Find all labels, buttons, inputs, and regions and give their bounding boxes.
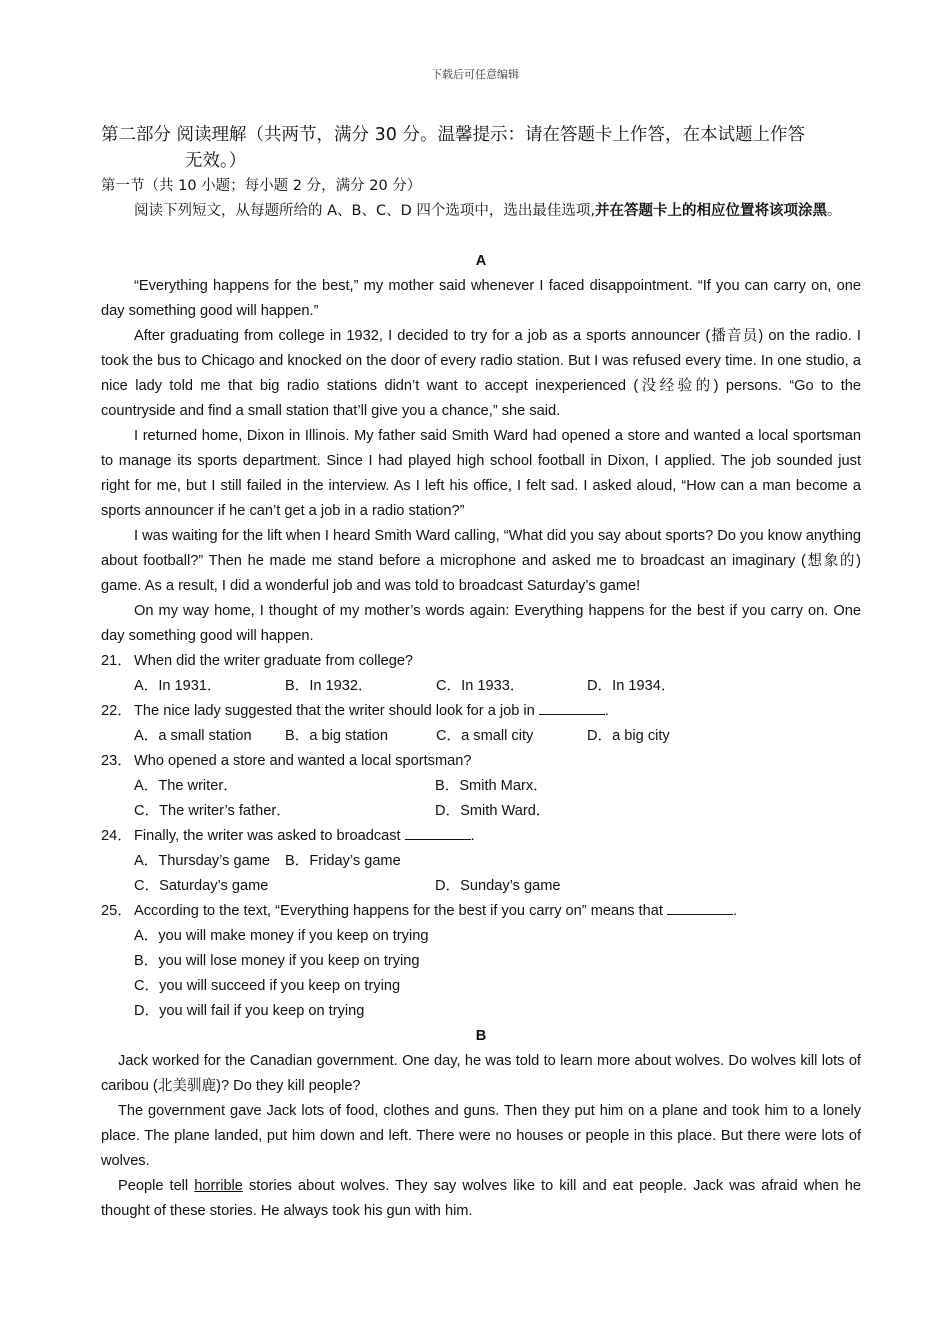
question-stem: When did the writer graduate from college?	[134, 653, 414, 669]
passage-a-paragraph: On my way home, I thought of my mother’s words again: Everything happens for the best if you carry on. One day something good will happen.	[101, 603, 861, 644]
option-c[interactable]: C．Saturday’s game	[134, 878, 269, 894]
passage-a-paragraph: I was waiting for the lift when I heard Smith Ward calling, “What did you say about sports? Do you know anything about football?” Then he made me stand before a microphone and asked me to broadcast an imaginary (想象的) game. As a result, I did a wonderful job and was told to broadcast Saturday’s game!	[101, 528, 861, 594]
question-number: 24．	[101, 828, 132, 844]
underlined-word: horrible	[194, 1178, 243, 1194]
passage-a	[101, 249, 861, 1224]
page-header: 下载后可任意编辑	[431, 68, 519, 81]
option-c[interactable]: C．In 1933．	[436, 678, 525, 694]
option-b[interactable]: B．Smith Marx．	[435, 778, 548, 794]
question-22-options	[101, 724, 861, 749]
question-24	[101, 824, 861, 849]
part-title-line1: 第二部分 阅读理解（共两节，满分 30 分。温馨提示：请在答题卡上作答，在本试题上作答	[101, 125, 805, 145]
question-23-options-row1	[101, 774, 861, 799]
part-title-line2: 无效。）	[185, 151, 247, 171]
option-d[interactable]: D．you will fail if you keep on trying	[134, 1003, 365, 1019]
option-a[interactable]: A．you will make money if you keep on trying	[134, 928, 429, 944]
paragraph-text: People tell	[118, 1178, 195, 1194]
question-stem: Who opened a store and wanted a local sportsman?	[134, 753, 472, 769]
instructions-bold: 并在答题卡上的相应位置将该项涂黑	[594, 203, 827, 219]
option-a[interactable]: A．a small station	[134, 728, 252, 744]
option-d[interactable]: D．a big city	[587, 728, 670, 744]
option-d[interactable]: D．In 1934．	[587, 678, 676, 694]
option-b[interactable]: B．you will lose money if you keep on trying	[134, 953, 420, 969]
question-24-options-row2	[101, 874, 861, 899]
passage-b-paragraph: The government gave Jack lots of food, clothes and guns. Then they put him on a plane and took him to a lonely place. The plane landed, put him down and left. There were no houses or people in this place. But there were lots of wolves.	[101, 1103, 861, 1169]
answer-blank	[667, 900, 733, 915]
question-stem	[134, 899, 737, 924]
question-21-options	[101, 674, 861, 699]
question-23	[101, 749, 861, 774]
instructions	[101, 199, 861, 224]
option-b[interactable]: B．a big station	[285, 728, 389, 744]
passage-a-paragraph: After graduating from college in 1932, I decided to try for a job as a sports announcer (播音员) on the radio. I took the bus to Chicago and knocked on the door of every radio station. But I was refused every time. In one studio, a nice lady told me that big radio stations didn’t want to accept inexperienced (没经验的) persons. “Go to the countryside and find a small station that’ll give you a chance,” she said.	[101, 328, 861, 419]
question-25	[101, 899, 861, 924]
option-b[interactable]: B．In 1932．	[285, 678, 373, 694]
passage-a-paragraph: “Everything happens for the best,” my mother said whenever I faced disappointment. “If you can carry on, one day something good will happen.”	[101, 278, 861, 319]
instructions-end: 。	[826, 203, 842, 219]
question-22	[101, 699, 861, 724]
option-a[interactable]: A．In 1931．	[134, 678, 222, 694]
question-21	[101, 649, 861, 674]
stem-text: The nice lady suggested that the writer should look for a job in	[134, 703, 539, 719]
option-d[interactable]: D．Smith Ward．	[435, 803, 551, 819]
question-number: 23．	[101, 753, 132, 769]
question-stem	[134, 824, 475, 849]
option-b[interactable]: B．Friday’s game	[285, 853, 401, 869]
question-23-options-row2	[101, 799, 861, 824]
passage-b-paragraph	[101, 1174, 861, 1224]
question-number: 22．	[101, 703, 132, 719]
option-a[interactable]: A．The writer．	[134, 778, 238, 794]
stem-end: .	[732, 903, 738, 919]
question-25-option-b-row	[101, 949, 861, 974]
question-25-option-a-row	[101, 924, 861, 949]
answer-blank	[539, 700, 605, 715]
option-a[interactable]: A．Thursday’s game	[134, 853, 270, 869]
stem-end: .	[604, 703, 609, 719]
part-title	[101, 122, 861, 174]
question-24-options-row1	[101, 849, 861, 874]
question-number: 21．	[101, 653, 132, 669]
question-number: 25．	[101, 903, 132, 919]
option-c[interactable]: C．a small city	[436, 728, 534, 744]
option-d[interactable]: D．Sunday’s game	[435, 878, 561, 894]
passage-a-paragraph: I returned home, Dixon in Illinois. My father said Smith Ward had opened a store and wanted a local sportsman to manage its sports department. Since I had played high school football in Dixon, I applied. The job sounded just right for me, but I still failed in the interview. As I left his office, I felt sad. I asked aloud, “How can a man become a sports announcer if he can’t get a job in a radio station?”	[101, 428, 861, 519]
question-25-option-d-row	[101, 999, 861, 1024]
answer-blank	[405, 825, 471, 840]
passage-b-label: B	[475, 1028, 487, 1044]
option-c[interactable]: C．The writer’s father．	[134, 803, 291, 819]
instructions-text: 阅读下列短文，从每题所给的 A、B、C、D 四个选项中，选出最佳选项,	[134, 203, 595, 219]
paragraph-text: stories about wolves. They say wolves like to kill and eat people. Jack was afraid when he thought of these stories. He always took his gun with him.	[101, 1178, 861, 1219]
option-c[interactable]: C．you will succeed if you keep on trying	[134, 978, 401, 994]
stem-text: According to the text, “Everything happens for the best if you carry on” means that	[134, 903, 667, 919]
question-stem	[134, 699, 609, 724]
passage-b-paragraph: Jack worked for the Canadian government. One day, he was told to learn more about wolves. Do wolves kill lots of caribou (北美驯鹿)? Do they kill people?	[101, 1053, 861, 1094]
section-heading: 第一节（共 10 小题；每小题 2 分，满分 20 分）	[101, 178, 422, 194]
stem-end: .	[470, 828, 475, 844]
passage-a-label: A	[475, 253, 487, 269]
question-25-option-c-row	[101, 974, 861, 999]
stem-text: Finally, the writer was asked to broadcast	[134, 828, 405, 844]
